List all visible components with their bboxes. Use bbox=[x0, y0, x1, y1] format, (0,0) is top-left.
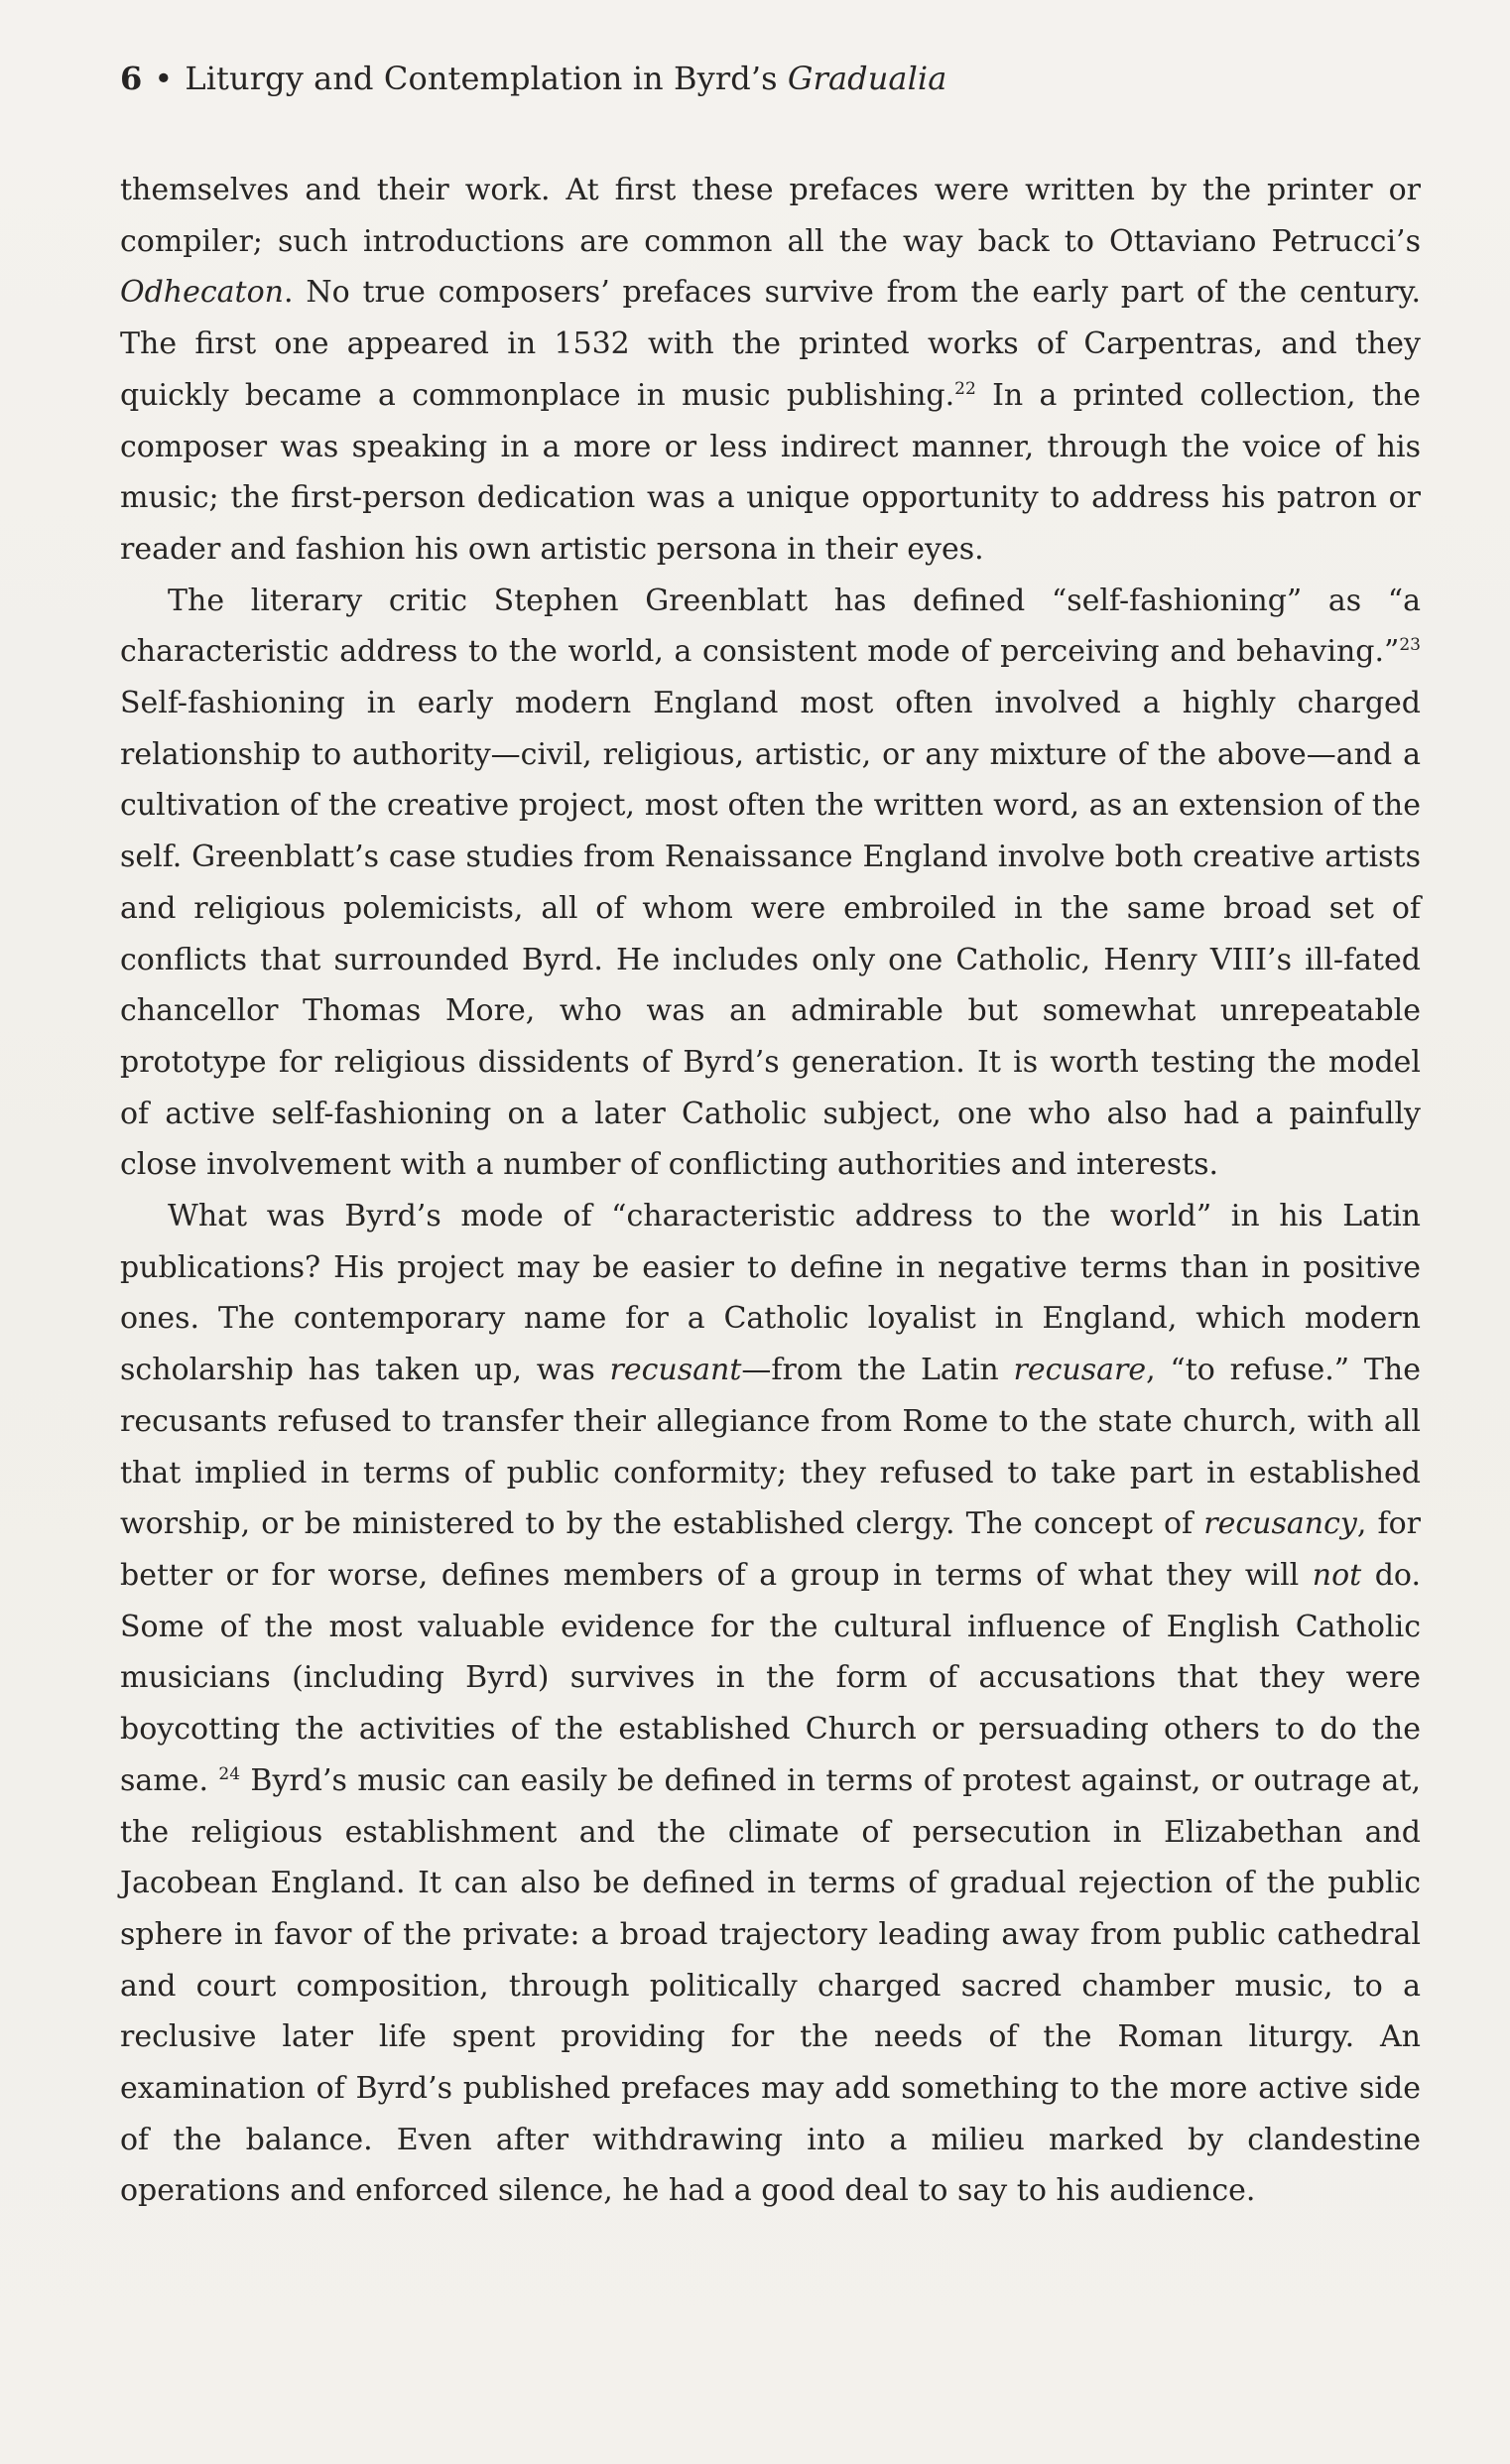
text-run: do. Some of the most valuable evidence for the cultural influence of English Catholic musicians (including Byrd) survives in the form of accusations that they were boycotting the activities of the established Church or persuading others to do the same. bbox=[120, 1557, 1422, 1798]
running-header bbox=[120, 52, 946, 105]
italic-text: Odhecaton bbox=[120, 275, 284, 311]
footnote-ref: 24 bbox=[218, 1763, 241, 1784]
italic-text: recusare bbox=[1013, 1353, 1147, 1388]
paragraph bbox=[120, 165, 1421, 576]
text-run: , “to refuse.” The recusants refused to transfer their allegiance from Rome to the state church, with all that implied in terms of public conformity; they refused to take part in established worship, or be ministered to by the established clergy. The concept of bbox=[120, 1353, 1421, 1542]
text-run: Byrd’s music can easily be defined in terms of protest against, or outrage at, the religious establishment and the climate of persecution in Elizabethan and Jacobean England. It can also be defined in terms of gradual rejection of the public sphere in favor of the private: a broad trajectory leading away from public cathedral and court composition, through politically charged sacred chamber music, to a reclusive later life spent providing for the needs of the Roman liturgy. An examination of Byrd’s published prefaces may add something to the more active side of the balance. Even after withdrawing into a milieu marked by clandestine operations and enforced silence, he had a good deal to say to his audience. bbox=[120, 1762, 1422, 2209]
header-bullet: • bbox=[154, 60, 174, 97]
footnote-ref: 23 bbox=[1399, 635, 1421, 656]
italic-text: recusant bbox=[609, 1353, 742, 1388]
italic-text: recusancy bbox=[1203, 1506, 1357, 1542]
running-title-italic: Gradualia bbox=[787, 60, 947, 97]
text-run: , for better or for worse, defines members of a group in terms of what they will bbox=[120, 1506, 1421, 1593]
text-run: What was Byrd’s mode of “characteristic address to the world” in his Latin publications? His project may be easier to define in negative terms than in positive ones. The contemporary name for a Catholic loyalist in England, which modern scholarship has taken up, was bbox=[120, 1199, 1421, 1388]
paragraph bbox=[120, 1191, 1421, 2217]
footnote-ref: 22 bbox=[954, 378, 976, 399]
text-run: themselves and their work. At first these prefaces were written by the printer or compiler; such introductions are common all the way back to Ottaviano Petrucci’s bbox=[120, 173, 1421, 259]
paragraph bbox=[120, 576, 1421, 1191]
text-run: . No true composers’ prefaces survive from the early part of the century. The first one appeared in 1532 with the printed works of Carpentras, and they quickly became a commonplace in music publishing. bbox=[120, 275, 1421, 413]
text-run: —from the Latin bbox=[741, 1353, 1014, 1388]
italic-text: not bbox=[1312, 1557, 1362, 1593]
text-run: In a printed collection, the composer was speaking in a more or less indirect manner, through the voice of his music; the first-person dedication was a unique opportunity to address his patron or reader and fashion his own artistic persona in their eyes. bbox=[120, 377, 1421, 567]
body-text bbox=[120, 165, 1421, 2217]
running-title: Liturgy and Contemplation in Byrd’s bbox=[185, 60, 788, 97]
text-run: The literary critic Stephen Greenblatt has defined “self-fashioning” as “a characteristic address to the world, a consistent mode of perceiving and behaving.” bbox=[120, 583, 1421, 670]
text-run: Self-fashioning in early modern England most often involved a highly charged relationship to authority—civil, religious, artistic, or any mixture of the above—and a cultivation of the creative project, most often the written word, as an extension of the self. Greenblatt’s case studies from Renaissance England involve both creative artists and religious polemicists, all of whom were embroiled in the same broad set of conflicts that surrounded Byrd. He includes only one Catholic, Henry VIII’s ill-fated chancellor Thomas More, who was an admirable but somewhat unrepeatable prototype for religious dissidents of Byrd’s generation. It is worth testing the model of active self-fashioning on a later Catholic subject, one who also had a painfully close involvement with a number of conflicting authorities and interests. bbox=[120, 686, 1421, 1183]
page-number: 6 bbox=[120, 60, 143, 97]
